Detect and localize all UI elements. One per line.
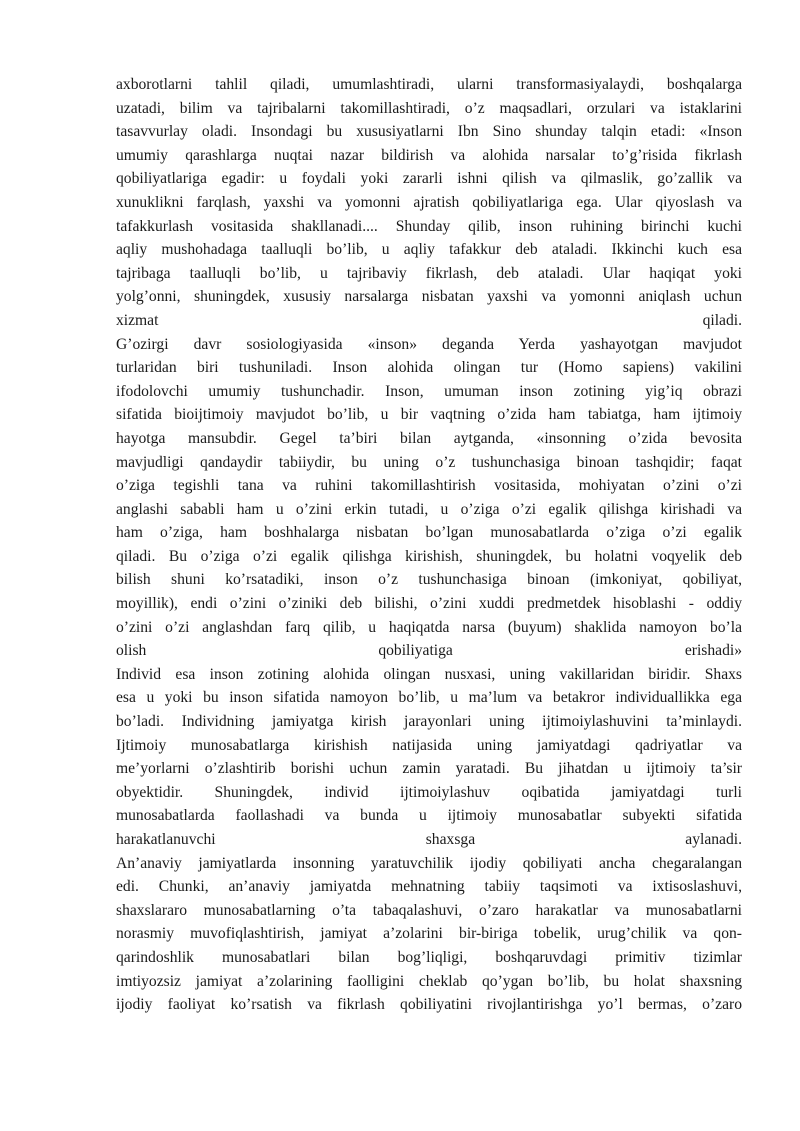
text-line: bo’ladi. Individning jamiyatga kirish jarayonlari uning ijtimoiylashuvini ta’minlaydi.	[116, 713, 742, 731]
text-line: bilish shuni ko’rsatadiki, inson o’z tushunchasiga binoan (imkoniyat, qobiliyat,	[116, 571, 742, 589]
document-page	[116, 73, 742, 1040]
text-line: qarindoshlik munosabatlari bilan bog’liqligi, boshqaruvdagi primitiv tizimlar	[116, 948, 742, 966]
text-line: qobiliyatlariga egadir: u foydali yoki zararli ishni qilish va qilmaslik, go’zallik va	[116, 170, 742, 188]
text-line: Ijtimoiy munosabatlarga kirishish natijasida uning jamiyatdagi qadriyatlar va	[116, 736, 742, 754]
text-line: turlaridan biri tushuniladi. Inson alohida olingan tur (Homo sapiens) vakilini	[116, 359, 742, 377]
text-line: me’yorlarni o’zlashtirib borishi uchun zamin yaratadi. Bu jihatdan u ijtimoiy ta’sir	[116, 760, 742, 778]
text-line: ijodiy faoliyat ko’rsatish va fikrlash qobiliyatini rivojlantirishga yo’l bermas, o’zaro	[116, 996, 742, 1014]
text-line: munosabatlarda faollashadi va bunda u ijtimoiy munosabatlar subyekti sifatida	[116, 807, 742, 825]
text-line: An’anaviy jamiyatlarda insonning yaratuvchilik ijodiy qobiliyati ancha chegaralangan	[116, 854, 742, 872]
text-line: G’ozirgi davr sosiologiyasida «inson» deganda Yerda yashayotgan mavjudot	[116, 335, 742, 353]
text-line: o’ziga tegishli tana va ruhini takomillashtirish vositasida, mohiyatan o’zini o’zi	[116, 477, 742, 495]
text-line: olish qobiliyatiga erishadi»	[116, 642, 742, 660]
text-line: esa u yoki bu inson sifatida namoyon bo’lib, u ma’lum va betakror individuallikka ega	[116, 689, 742, 707]
text-line: uzatadi, bilim va tajribalarni takomillashtiradi, o’z maqsadlari, orzulari va istaklarini	[116, 99, 742, 117]
text-line: sifatida bioijtimoiy mavjudot bo’lib, u bir vaqtning o’zida ham tabiatga, ham ijtimoiy	[116, 406, 742, 424]
text-line: ham o’ziga, ham boshhalarga nisbatan bo’lgan munosabatlarda o’ziga o’zi egalik	[116, 524, 742, 542]
text-line: mavjudligi qandaydir tabiiydir, bu uning o’z tushunchasiga binoan tashqidir; faqat	[116, 453, 742, 471]
text-line: aqliy mushohadaga taalluqli bo’lib, u aqliy tafakkur deb ataladi. Ikkinchi kuch esa	[116, 241, 742, 259]
text-line: tajribaga taalluqli bo’lib, u tajribaviy fikrlash, deb ataladi. Ular haqiqat yoki	[116, 264, 742, 282]
text-line: imtiyozsiz jamiyat a’zolarining faolligini cheklab qo’ygan bo’lib, bu holat shaxsning	[116, 972, 742, 990]
text-line: obyektidir. Shuningdek, individ ijtimoiylashuv oqibatida jamiyatdagi turli	[116, 783, 742, 801]
text-line: tafakkurlash vositasida shakllanadi.... Shunday qilib, inson ruhining birinchi kuchi	[116, 217, 742, 235]
text-line: Individ esa inson zotining alohida olingan nusxasi, uning vakillaridan biridir. Shaxs	[116, 665, 742, 683]
text-line: yolg’onni, shuningdek, xususiy narsalarga nisbatan yaxshi va yomonni aniqlash uchun	[116, 288, 742, 306]
text-line: moyillik), endi o’zini o’ziniki deb bilishi, o’zini xuddi predmetdek hisoblashi - oddiy	[116, 595, 742, 613]
text-line: xunuklikni farqlash, yaxshi va yomonni ajratish qobiliyatlariga ega. Ular qiyoslash va	[116, 193, 742, 211]
text-line: umumiy qarashlarga nuqtai nazar bildirish va alohida narsalar to’g’risida fikrlash	[116, 146, 742, 164]
text-line: hayotga mansubdir. Gegel ta’biri bilan aytganda, «insonning o’zida bevosita	[116, 429, 742, 447]
text-line: axborotlarni tahlil qiladi, umumlashtiradi, ularni transformasiyalaydi, boshqalarga	[116, 76, 742, 93]
text-line: tasavvurlay oladi. Insondagi bu xususiyatlarni Ibn Sino shunday talqin etadi: «Inson	[116, 123, 742, 141]
text-line: harakatlanuvchi shaxsga aylanadi.	[116, 831, 742, 848]
text-line	[116, 1017, 742, 1041]
text-line: o’zini o’zi anglashdan farq qilib, u haqiqatda narsa (buyum) shaklida namoyon bo’la	[116, 618, 742, 636]
text-line: qiladi. Bu o’ziga o’zi egalik qilishga kirishish, shuningdek, bu holatni voqyelik deb	[116, 547, 742, 565]
text-line: ifodolovchi umumiy tushunchadir. Inson, umuman inson zotining yig’iq obrazi	[116, 382, 742, 400]
text-line: norasmiy muvofiqlashtirish, jamiyat a’zolarini bir-biriga tobelik, urug’chilik va qon-	[116, 925, 742, 943]
text-line: edi. Chunki, an’anaviy jamiyatda mehnatning tabiiy taqsimoti va ixtisoslashuvi,	[116, 878, 742, 896]
text-line: anglashi sababli ham u o’zini erkin tutadi, u o’ziga o’zi egalik qilishga kirishadi va	[116, 500, 742, 518]
text-line: xizmat qiladi.	[116, 311, 742, 329]
text-line: shaxslararo munosabatlarning o’ta tabaqalashuvi, o’zaro harakatlar va munosabatlarni	[116, 901, 742, 919]
